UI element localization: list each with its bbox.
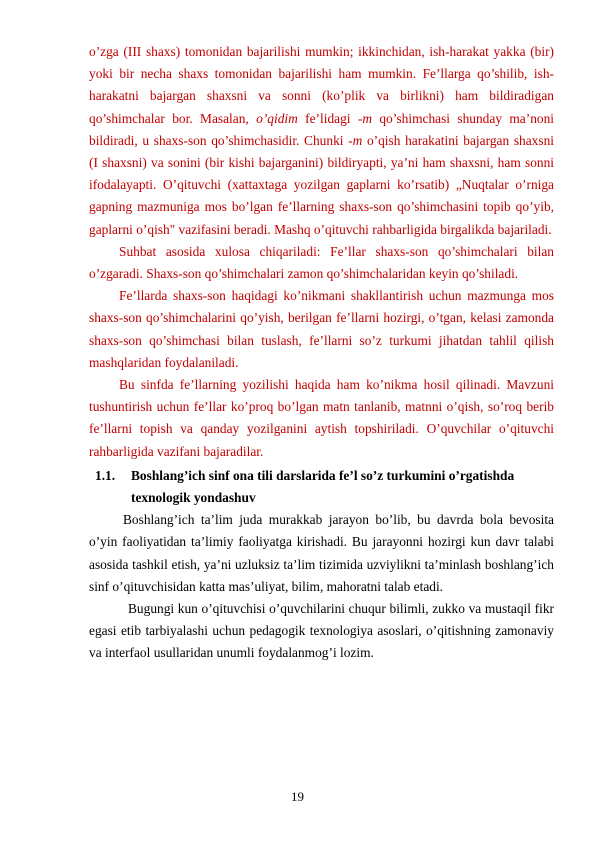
paragraph-skills: Fe’llarda shaxs-son haqidagi ko’nikmani shakllantirish uchun mazmunga mos shaxs-son qo’shimchalarini qo’yish, berilgan fe’llarni hozirgi, o’tgan, kelasi zamonda shaxs-son qo’shimchasi bilan tuslash, fe’llarni so’z turkumi jihatdan tahlil qilish mashqlaridan foydalaniladi. [89, 288, 554, 370]
paragraph-spelling: Bu sinfda fe’llarning yozilishi haqida ham ko’nikma hosil qilinadi. Mavzuni tushuntirish uchun fe’llar ko’proq bo’lgan matn tanlanib, matnni o’qish, so’roq berib fe’llarni topish va qanday yozilganini aytish topshiriladi. O’quvchilar o’qituvchi rahbarligida vazifani bajaradilar. [89, 377, 554, 459]
p1-example-word: o’qidim [256, 110, 298, 126]
section-title-line2: texnologik yondashuv [131, 490, 256, 506]
paragraph-verb-person-number [89, 41, 554, 241]
section-heading [89, 465, 554, 509]
p1-text-d: o’qish harakatini bajargan shaxsni (I shaxsni) va sonini (bir kishi bajarganini) bildiryapti, ya’ni ham shaxsni, ham sonni ifodalayapti. O’qituvchi (xattaxtaga yozilgan gaplarni ko’rsatib) „Nuqtalar o’rniga gapning mazmuniga mos bo’lgan fe’llarning shaxs-son qo’shimchasini topib qo’yib, gaplarni o’qish" vazifasini beradi. Mashq o’qituvchi rahbarligida birgalikda bajariladi. [89, 132, 554, 237]
p1-text-a: o’zga (III shaxs) tomonidan bajarilishi mumkin; ikkinchidan, ish-harakat yakka (bir) yoki bir necha shaxs tomonidan bajarilishi ham mumkin. Fe’llarga qo’shilib, ish-harakatni bajargan shaxsni va sonni (ko’plik va birlikni) ham bildiradigan qo’shimchalar bor. Masalan, [89, 44, 554, 126]
paragraph-teacher-today: Bugungi kun o’qituvchisi o’quvchilarini chuqur bilimli, zukko va mustaqil fikr egasi etib tarbiyalashi uchun pedagogik texnologiya asoslari, o’qitishning zamonaviy va interfaol usullaridan unumli foydalanmog’i lozim. [89, 601, 554, 661]
section-title-line1: Boshlang’ich sinf ona tili darslarida fe’l so’z turkumini o’rgatishda [131, 467, 515, 483]
p1-suffix-2: m [352, 132, 363, 148]
paragraph-conclusion: Suhbat asosida xulosa chiqariladi: Fe’llar shaxs-son qo’shimchalari bilan o’zgaradi. Shaxs-son qo’shimchalari zamon qo’shimchalaridan keyin qo’shiladi. [89, 243, 554, 282]
paragraph-primary-education: Boshlang’ich ta’lim juda murakkab jarayon bo’lib, bu davrda bola bevosita o’yin faoliyatidan ta’limiy faoliyatga kirishadi. Bu jarayonni hozirgi kun davr talabi asosida tashkil etish, ya’ni uzluksiz ta’lim tizimida uzviylikni ta’minlash boshlang’ich sinf o’qituvchisidan katta mas’uliyat, bilim, mahoratni talab etadi. [89, 512, 554, 594]
p1-suffix: m [362, 110, 372, 126]
page-number: 19 [291, 789, 304, 804]
p1-text-b: fe’lidagi - [297, 110, 363, 126]
section-number: 1.1. [95, 467, 116, 483]
p1-text-c: qo’shimchasi shunday ma’noni bildiradi, u shaxs-son qo’shimchasidir. Chunki - [89, 110, 555, 148]
page-content [89, 41, 554, 665]
